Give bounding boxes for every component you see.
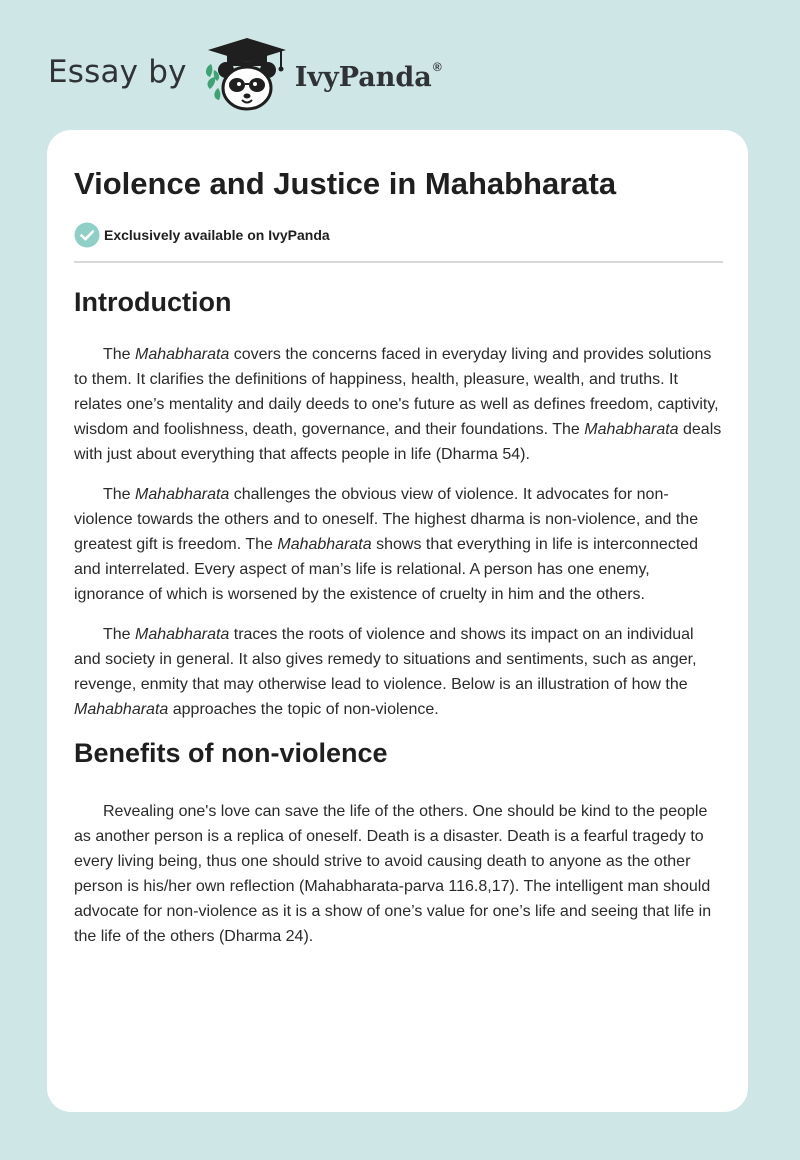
paragraph: The Mahabharata challenges the obvious view of violence. It advocates for non-violence towards the others and to oneself. The highest dharma is non-violence, and the greatest gift is freedom. The Mahabharata shows that everything in life is interconnected and interrelated. Every aspect of man’s life is relational. A person has one enemy, ignorance of which is worsened by the existence of cruelty in him and the others.: [74, 486, 699, 603]
essay-card: [47, 130, 748, 1112]
title-divider: [74, 261, 723, 263]
essay-by-label: Essay by: [48, 54, 187, 90]
italic-title: Mahabharata: [135, 626, 230, 643]
italic-title: Mahabharata: [584, 421, 679, 438]
brand-name[interactable]: [294, 59, 442, 93]
italic-title: Mahabharata: [74, 701, 169, 718]
page-title: Violence and Justice in Mahabharata: [74, 166, 617, 201]
paragraph: Revealing one's love can save the life of the others. One should be kind to the people as another person is a replica of oneself. Death is a disaster. Death is a fearful tragedy to every living being, thus one should strive to avoid causing death to anyone as the other person is his/her own reflection (Mahabharata-parva 116.8,17). The intelligent man should advocate for non-violence as it is a show of one’s value for one’s life and seeing that life in the life of the others (Dharma 24).: [74, 803, 712, 945]
italic-title: Mahabharata: [135, 486, 230, 503]
paragraph: The Mahabharata covers the concerns faced in everyday living and provides solutions to them. It clarifies the definitions of happiness, health, pleasure, wealth, and truths. It relates one’s mentality and daily deeds to one's future as well as defines freedom, captivity, wisdom and foolishness, death, governance, and their foundations. The Mahabharata deals with just about everything that affects people in life (Dharma 54).: [74, 346, 722, 463]
check-circle-icon: [74, 222, 100, 248]
exclusive-badge: [74, 220, 722, 250]
italic-title: Mahabharata: [277, 536, 372, 553]
paragraph: The Mahabharata traces the roots of violence and shows its impact on an individual and society in general. It also gives remedy to situations and sentiments, such as anger, revenge, enmity that may otherwise lead to violence. Below is an illustration of how the Mahabharata approaches the topic of non-violence.: [74, 626, 697, 718]
exclusive-label: Exclusively available on IvyPanda: [104, 227, 330, 243]
panda-logo-icon[interactable]: [201, 36, 291, 112]
section-heading-benefits: Benefits of non-violence: [74, 738, 388, 768]
brand-name-text: IvyPanda: [294, 61, 432, 93]
registered-mark: ®: [432, 59, 442, 74]
site-header: [48, 36, 442, 112]
section-heading-introduction: Introduction: [74, 287, 232, 317]
italic-title: Mahabharata: [135, 346, 230, 363]
